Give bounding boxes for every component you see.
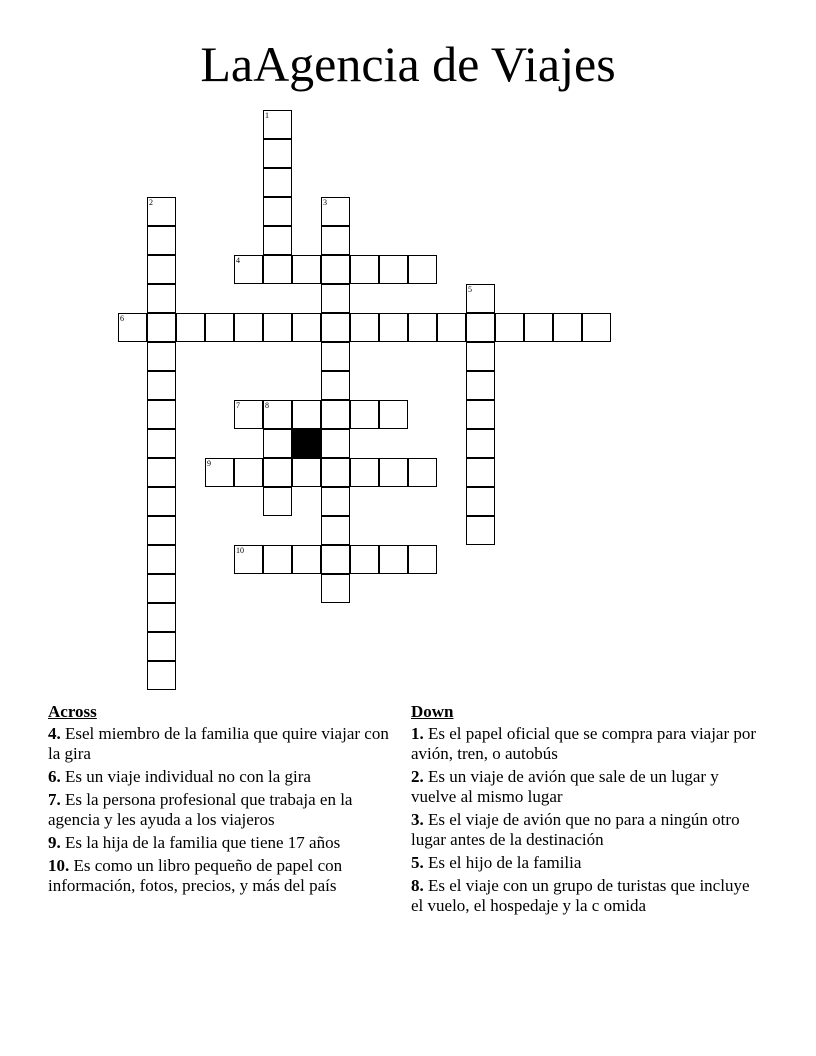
clue-number: 9. xyxy=(48,833,61,852)
black-square xyxy=(292,429,321,458)
crossword-cell[interactable] xyxy=(321,400,350,429)
crossword-cell[interactable] xyxy=(321,371,350,400)
clue-number: 5. xyxy=(411,853,424,872)
crossword-cell[interactable] xyxy=(379,545,408,574)
crossword-cell[interactable] xyxy=(147,342,176,371)
crossword-cell[interactable] xyxy=(321,313,350,342)
clue-down-2 xyxy=(411,767,761,807)
crossword-cell[interactable] xyxy=(321,487,350,516)
crossword-cell[interactable] xyxy=(176,313,205,342)
crossword-cell[interactable] xyxy=(466,516,495,545)
page-title: LaAgencia de Viajes xyxy=(200,36,616,92)
crossword-cell[interactable] xyxy=(437,313,466,342)
crossword-cell[interactable] xyxy=(292,400,321,429)
crossword-cell[interactable] xyxy=(321,342,350,371)
crossword-cell[interactable] xyxy=(321,255,350,284)
crossword-cell[interactable] xyxy=(292,545,321,574)
crossword-cell[interactable] xyxy=(147,603,176,632)
crossword-cell[interactable] xyxy=(466,400,495,429)
cell-number: 10 xyxy=(236,546,244,555)
crossword-cell[interactable] xyxy=(408,313,437,342)
cell-number: 9 xyxy=(207,459,211,468)
crossword-cell[interactable] xyxy=(292,255,321,284)
crossword-cell[interactable] xyxy=(321,226,350,255)
crossword-cell[interactable] xyxy=(350,545,379,574)
crossword-cell[interactable] xyxy=(350,400,379,429)
crossword-cell[interactable] xyxy=(147,197,176,226)
cell-number: 2 xyxy=(149,198,153,207)
clue-text: Es como un libro pequeño de papel con información, fotos, precios, y más del país xyxy=(48,856,343,895)
crossword-cell[interactable] xyxy=(205,313,234,342)
crossword-cell[interactable] xyxy=(379,400,408,429)
crossword-cell[interactable] xyxy=(263,487,292,516)
clue-down-1 xyxy=(411,724,761,764)
clue-down-5 xyxy=(411,853,761,873)
crossword-cell[interactable] xyxy=(379,313,408,342)
crossword-cell[interactable] xyxy=(234,313,263,342)
crossword-cell[interactable] xyxy=(350,313,379,342)
clue-number: 4. xyxy=(48,724,61,743)
crossword-cell[interactable] xyxy=(147,313,176,342)
clue-number: 6. xyxy=(48,767,61,786)
crossword-cell[interactable] xyxy=(292,458,321,487)
crossword-cell[interactable] xyxy=(147,574,176,603)
crossword-cell[interactable] xyxy=(234,545,263,574)
clue-number: 7. xyxy=(48,790,61,809)
crossword-cell[interactable] xyxy=(147,661,176,690)
crossword-cell[interactable] xyxy=(205,458,234,487)
clue-down-8 xyxy=(411,876,761,916)
clue-text: Es el hijo de la familia xyxy=(428,853,582,872)
cell-number: 5 xyxy=(468,285,472,294)
crossword-cell[interactable] xyxy=(118,313,147,342)
crossword-cell[interactable] xyxy=(582,313,611,342)
crossword-cell[interactable] xyxy=(147,458,176,487)
clue-text: Es el viaje de avión que no para a ningún otro lugar antes de la destinación xyxy=(411,810,740,849)
crossword-cell[interactable] xyxy=(408,255,437,284)
crossword-cell[interactable] xyxy=(263,139,292,168)
crossword-cell[interactable] xyxy=(321,458,350,487)
crossword-cell[interactable] xyxy=(466,284,495,313)
crossword-cell[interactable] xyxy=(147,400,176,429)
clue-down-3 xyxy=(411,810,761,850)
crossword-cell[interactable] xyxy=(263,400,292,429)
cell-number: 1 xyxy=(265,111,269,120)
crossword-cell[interactable] xyxy=(263,197,292,226)
crossword-cell[interactable] xyxy=(553,313,582,342)
crossword-cell[interactable] xyxy=(147,371,176,400)
crossword-cell[interactable] xyxy=(147,487,176,516)
crossword-cell[interactable] xyxy=(379,458,408,487)
crossword-cell[interactable] xyxy=(263,168,292,197)
crossword-cell[interactable] xyxy=(350,458,379,487)
crossword-cell[interactable] xyxy=(147,284,176,313)
clue-text: Esel miembro de la familia que quire viajar con la gira xyxy=(48,724,389,763)
clue-number: 3. xyxy=(411,810,424,829)
clue-text: Es la hija de la familia que tiene 17 años xyxy=(65,833,341,852)
crossword-cell[interactable] xyxy=(263,110,292,139)
crossword-cell[interactable] xyxy=(466,487,495,516)
clue-across-10 xyxy=(48,856,398,896)
crossword-cell[interactable] xyxy=(379,255,408,284)
cell-number: 8 xyxy=(265,401,269,410)
crossword-cell[interactable] xyxy=(321,545,350,574)
crossword-cell[interactable] xyxy=(350,255,379,284)
crossword-cell[interactable] xyxy=(321,197,350,226)
crossword-cell[interactable] xyxy=(466,371,495,400)
crossword-cell[interactable] xyxy=(147,226,176,255)
clue-across-7 xyxy=(48,790,398,830)
crossword-cell[interactable] xyxy=(147,255,176,284)
clue-number: 2. xyxy=(411,767,424,786)
crossword-cell[interactable] xyxy=(466,429,495,458)
cell-number: 4 xyxy=(236,256,240,265)
crossword-cell[interactable] xyxy=(147,429,176,458)
crossword-cell[interactable] xyxy=(147,516,176,545)
crossword-cell[interactable] xyxy=(263,458,292,487)
crossword-cell[interactable] xyxy=(263,255,292,284)
clue-across-6 xyxy=(48,767,398,787)
crossword-cell[interactable] xyxy=(292,313,321,342)
clue-number: 1. xyxy=(411,724,424,743)
crossword-cell[interactable] xyxy=(408,458,437,487)
crossword-cell[interactable] xyxy=(263,226,292,255)
clue-number: 8. xyxy=(411,876,424,895)
clue-text: Es un viaje individual no con la gira xyxy=(65,767,311,786)
clue-across-9 xyxy=(48,833,398,853)
crossword-cell[interactable] xyxy=(524,313,553,342)
crossword-cell[interactable] xyxy=(234,458,263,487)
clue-text: Es la persona profesional que trabaja en la agencia y les ayuda a los viajeros xyxy=(48,790,353,829)
crossword-cell[interactable] xyxy=(466,458,495,487)
crossword-cell[interactable] xyxy=(466,342,495,371)
crossword-cell[interactable] xyxy=(263,429,292,458)
crossword-cell[interactable] xyxy=(408,545,437,574)
crossword-cell[interactable] xyxy=(321,516,350,545)
crossword-cell[interactable] xyxy=(263,545,292,574)
clue-text: Es el papel oficial que se compra para viajar por avión, tren, o autobús xyxy=(411,724,757,763)
crossword-cell[interactable] xyxy=(147,632,176,661)
crossword-cell[interactable] xyxy=(321,284,350,313)
across-clues xyxy=(48,702,398,899)
crossword-cell[interactable] xyxy=(234,255,263,284)
clue-text: Es un viaje de avión que sale de un lugar y vuelve al mismo lugar xyxy=(411,767,719,806)
cell-number: 6 xyxy=(120,314,124,323)
clue-text: Es el viaje con un grupo de turistas que incluye el vuelo, el hospedaje y la c omida xyxy=(411,876,750,915)
across-heading: Across xyxy=(48,702,97,721)
crossword-cell[interactable] xyxy=(495,313,524,342)
cell-number: 7 xyxy=(236,401,240,410)
cell-number: 3 xyxy=(323,198,327,207)
clue-number: 10. xyxy=(48,856,70,875)
crossword-cell[interactable] xyxy=(321,429,350,458)
down-clues xyxy=(411,702,761,919)
crossword-cell[interactable] xyxy=(321,574,350,603)
clue-across-4 xyxy=(48,724,398,764)
crossword-cell[interactable] xyxy=(466,313,495,342)
crossword-cell[interactable] xyxy=(263,313,292,342)
down-heading: Down xyxy=(411,702,454,721)
crossword-cell[interactable] xyxy=(147,545,176,574)
crossword-cell[interactable] xyxy=(234,400,263,429)
